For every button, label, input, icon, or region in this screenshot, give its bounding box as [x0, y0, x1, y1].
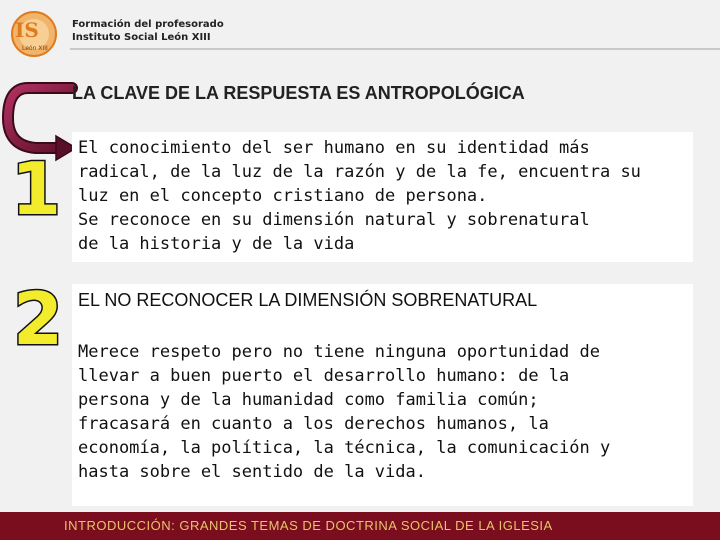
- section-1-line: de la historia y de la vida: [78, 234, 355, 254]
- section-2-heading: EL NO RECONOCER LA DIMENSIÓN SOBRENATURAL: [78, 290, 538, 310]
- svg-text:IS: IS: [15, 18, 39, 42]
- section-2-line: persona y de la humanidad como familia común;: [78, 390, 539, 410]
- section-1-box: [72, 132, 693, 262]
- section-1-line: radical, de la luz de la razón y de la fe, encuentra su: [78, 162, 641, 182]
- section-2-box: [72, 284, 693, 506]
- section-2-line: hasta sobre el sentido de la vida.: [78, 462, 426, 482]
- header-divider: [70, 48, 720, 50]
- section-2-line: economía, la política, la técnica, la comunicación y: [78, 438, 611, 458]
- svg-text:2: 2: [12, 282, 64, 352]
- curved-arrow-icon: [2, 78, 78, 162]
- institution-line-2: Instituto Social León XIII: [72, 32, 211, 43]
- section-2-line: fracasará en cuanto a los derechos humanos, la: [78, 414, 549, 434]
- logo-text: León XIII: [22, 45, 48, 52]
- section-1-line: El conocimiento del ser humano en su identidad más: [78, 138, 590, 158]
- section-1-text: [78, 136, 690, 256]
- section-2-line: Merece respeto pero no tiene ninguna oportunidad de: [78, 342, 600, 362]
- section-2-line: llevar a buen puerto el desarrollo humano: de la: [78, 366, 570, 386]
- svg-text:1: 1: [10, 152, 62, 222]
- page-title: LA CLAVE DE LA RESPUESTA ES ANTROPOLÓGICA: [72, 83, 525, 103]
- footer-bar: [0, 512, 720, 540]
- section-1-line: luz en el concepto cristiano de persona.: [78, 186, 488, 206]
- institution-line-1: Formación del profesorado: [72, 19, 224, 30]
- section-1-line: Se reconoce en su dimensión natural y sobrenatural: [78, 210, 590, 230]
- footer-text: INTRODUCCIÓN: GRANDES TEMAS DE DOCTRINA SOCIAL DE LA IGLESIA: [64, 518, 553, 533]
- number-one-icon: [6, 152, 66, 222]
- number-two-icon: [8, 282, 68, 352]
- institution-header: [72, 18, 224, 44]
- section-2-text: [78, 340, 690, 484]
- logo-icon: [6, 8, 66, 60]
